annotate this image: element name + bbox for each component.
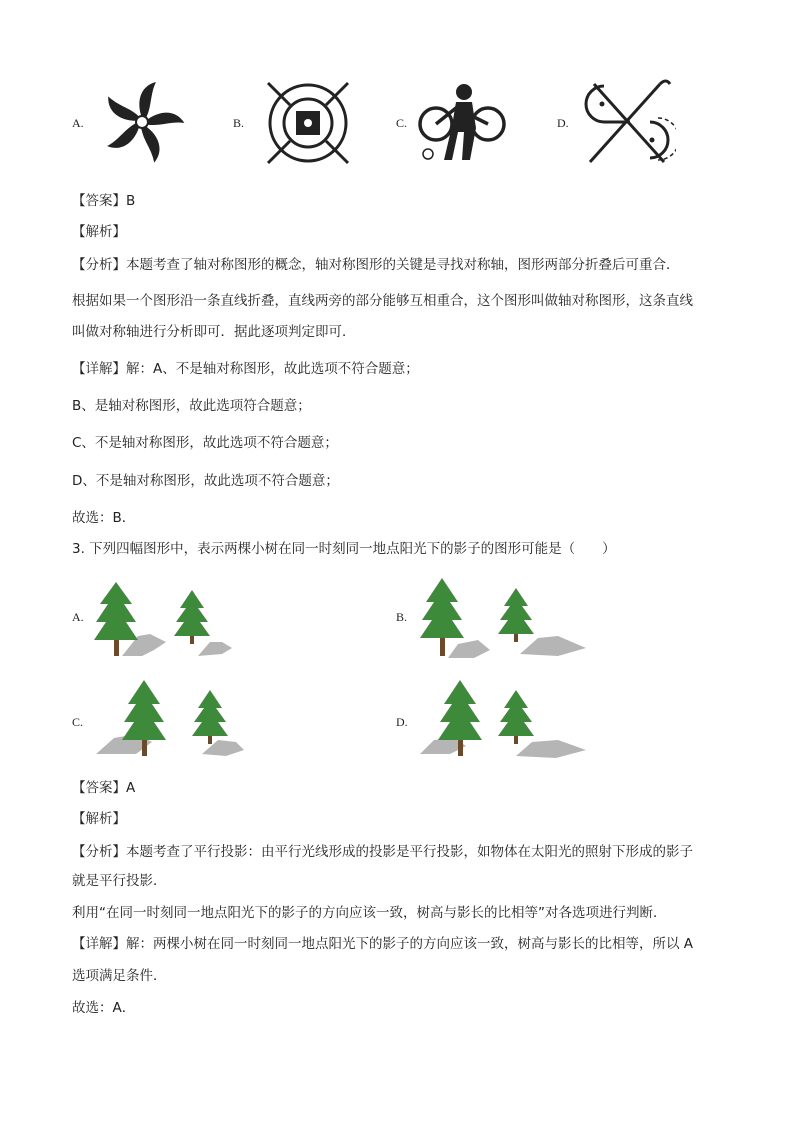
q3-trees-c (96, 678, 246, 764)
q3-trees-d (420, 678, 588, 764)
q2-analysis: 【分析】本题考查了轴对称图形的概念，轴对称图形的关键是寻找对称轴，图形两部分折叠后可重合． (72, 257, 680, 273)
q3-analysis-heading: 【解析】 (72, 811, 126, 827)
q3-question: 3. 下列四幅图形中，表示两棵小树在同一时刻同一地点阳光下的影子的图形可能是（ ） (72, 541, 616, 557)
q2-analysis-heading: 【解析】 (72, 224, 126, 240)
q3-trees-a (94, 578, 244, 664)
q2-detail-d: D、不是轴对称图形，故此选项不符合题意； (72, 473, 339, 489)
cyclist-figure (416, 80, 508, 166)
q3-option-label-b: B. (396, 610, 408, 624)
q2-rule-line1: 根据如果一个图形沿一条直线折叠，直线两旁的部分能够互相重合，这个图形叫做轴对称图形，这条直线 (72, 293, 693, 309)
option-label-d: D. (557, 116, 569, 130)
q2-answer: 【答案】B (72, 193, 136, 209)
q3-choice: 故选：A． (72, 1000, 136, 1016)
q3-option-label-d: D. (396, 715, 408, 729)
q2-detail-a: 【详解】解：A、不是轴对称图形，故此选项不符合题意； (72, 361, 419, 377)
q3-analysis-line2: 就是平行投影． (72, 873, 167, 889)
q3-detail-line2: 选项满足条件． (72, 968, 167, 984)
q3-detail-line1: 【详解】解：两棵小树在同一时刻同一地点阳光下的影子的方向应该一致，树高与影长的比相等，所以 A (72, 936, 694, 952)
option-label-b: B. (233, 116, 245, 130)
q2-detail-c: C、不是轴对称图形，故此选项不符合题意； (72, 435, 338, 451)
q3-answer: 【答案】A (72, 780, 136, 796)
q2-detail-b: B、是轴对称图形，故此选项符合题意； (72, 398, 311, 414)
target-figure (262, 80, 354, 166)
q2-rule-line2: 叫做对称轴进行分析即可．据此逐项判定即可． (72, 324, 356, 340)
q3-option-label-a: A. (72, 610, 84, 624)
q3-trees-b (418, 574, 590, 664)
option-label-a: A. (72, 116, 84, 130)
option-label-c: C. (396, 116, 408, 130)
q2-choice: 故选：B． (72, 510, 136, 526)
pinwheel-figure (96, 78, 188, 166)
q3-analysis-line1: 【分析】本题考查了平行投影：由平行光线形成的投影是平行投影，如物体在太阳光的照射下形成的影子 (72, 844, 693, 860)
q3-use-line: 利用“在同一时刻同一地点阳光下的影子的方向应该一致，树高与影长的比相等”对各选项进行判断． (72, 905, 667, 921)
q3-option-label-c: C. (72, 715, 84, 729)
hockey-sticks-figure (580, 76, 676, 168)
